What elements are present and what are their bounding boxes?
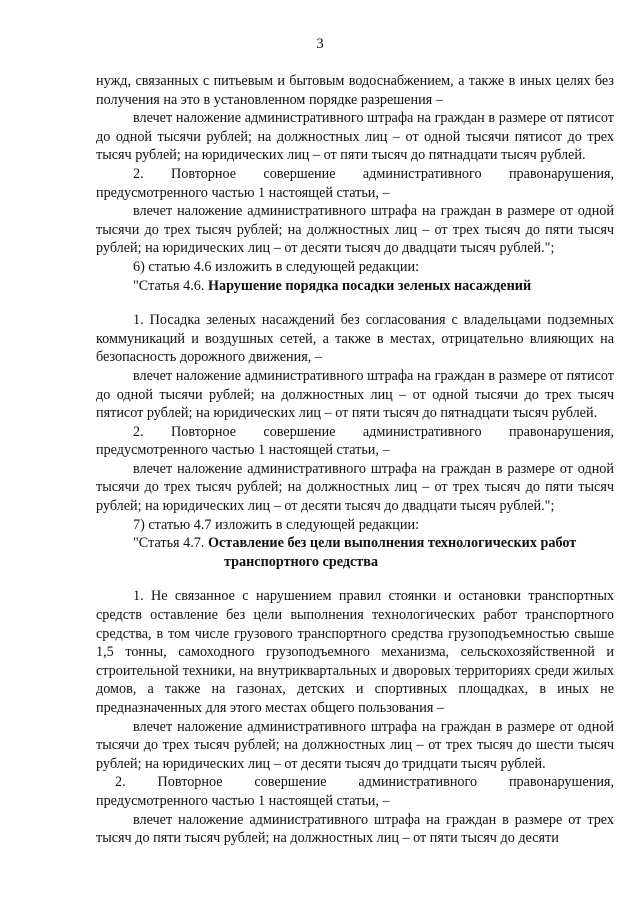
paragraph: влечет наложение административного штрафа на граждан в размере от трех тысяч до пяти тысяч рублей; на должностных лиц – от пяти тысяч до десяти: [96, 811, 614, 847]
article-title: Нарушение порядка посадки зеленых насаждений: [207, 277, 532, 294]
article-heading-4-6: [96, 277, 614, 296]
article-heading-4-7: [96, 534, 614, 553]
article-prefix: "Статья 4.7.: [133, 535, 208, 552]
paragraph: 2. Повторное совершение административного правонарушения, предусмотренного частью 1 настоящей статьи, –: [96, 774, 614, 809]
paragraph: 1. Посадка зеленых насаждений без согласования с владельцами подземных коммуникаций и воздушных сетей, а также в местах, отрицательно влияющих на безопасность дорожного движения, –: [96, 312, 614, 366]
paragraph: 7) статью 4.7 изложить в следующей редакции:: [133, 516, 420, 533]
paragraph: влечет наложение административного штрафа на граждан в размере от одной тысячи до трех тысяч рублей; на должностных лиц – от трех тысяч до пяти тысяч рублей; на юридических лиц – от десяти тысяч до двадцати тысяч рублей.";: [96, 460, 614, 515]
paragraph: влечет наложение административного штрафа на граждан в размере от пятисот до одной тысячи рублей; на должностных лиц – от одной тысячи пятисот до трех тысяч рублей; на юридических лиц – от пяти тысяч до пятнадцати тысяч рублей.: [96, 110, 614, 164]
article-title: Оставление без цели выполнения технологических работ: [207, 535, 577, 552]
document-body: [96, 72, 614, 848]
article-prefix: "Статья 4.6.: [133, 277, 208, 294]
paragraph: влечет наложение административного штрафа на граждан в размере от пятисот до одной тысячи рублей; на должностных лиц – от одной тысячи до трех тысяч пятисот рублей; на юридических лиц – от пяти тысяч до пятнадцати тысяч рублей.: [96, 367, 614, 422]
paragraph: нужд, связанных с питьевым и бытовым водоснабжением, а также в иных целях без получения на это в установленном порядке разрешения –: [96, 73, 614, 108]
paragraph: 2. Повторное совершение административного правонарушения, предусмотренного частью 1 настоящей статьи, –: [96, 165, 614, 201]
paragraph: влечет наложение административного штрафа на граждан в размере от одной тысячи до трех тысяч рублей; на должностных лиц – от трех тысяч до шести тысяч рублей; на юридических лиц – от десяти тысяч до тридцати тысяч рублей.: [96, 718, 614, 772]
article-title-continued: транспортного средства: [224, 553, 379, 570]
paragraph: 6) статью 4.6 изложить в следующей редакции:: [133, 258, 420, 275]
page-number: 3: [316, 36, 324, 52]
paragraph: 2. Повторное совершение административного правонарушения, предусмотренного частью 1 настоящей статьи, –: [96, 423, 614, 459]
paragraph: 1. Не связанное с нарушением правил стоянки и остановки транспортных средств оставление без цели выполнения технологических работ транспортного средства, в том числе грузового транспортного средства грузоподъемностью свыше 1,5 тонны, самоходного грузоподъемного механизма, сельскохозяйственной и строительной техники, на внутриквартальных и дворовых территориях среди жилых домов, а также на газонах, детских и спортивных площадках, в иных не предназначенных для этого местах общего пользования –: [96, 588, 614, 716]
paragraph: влечет наложение административного штрафа на граждан в размере от одной тысячи до трех тысяч рублей; на должностных лиц – от трех тысяч до пяти тысяч рублей; на юридических лиц – от десяти тысяч до двадцати тысяч рублей.";: [96, 203, 614, 257]
